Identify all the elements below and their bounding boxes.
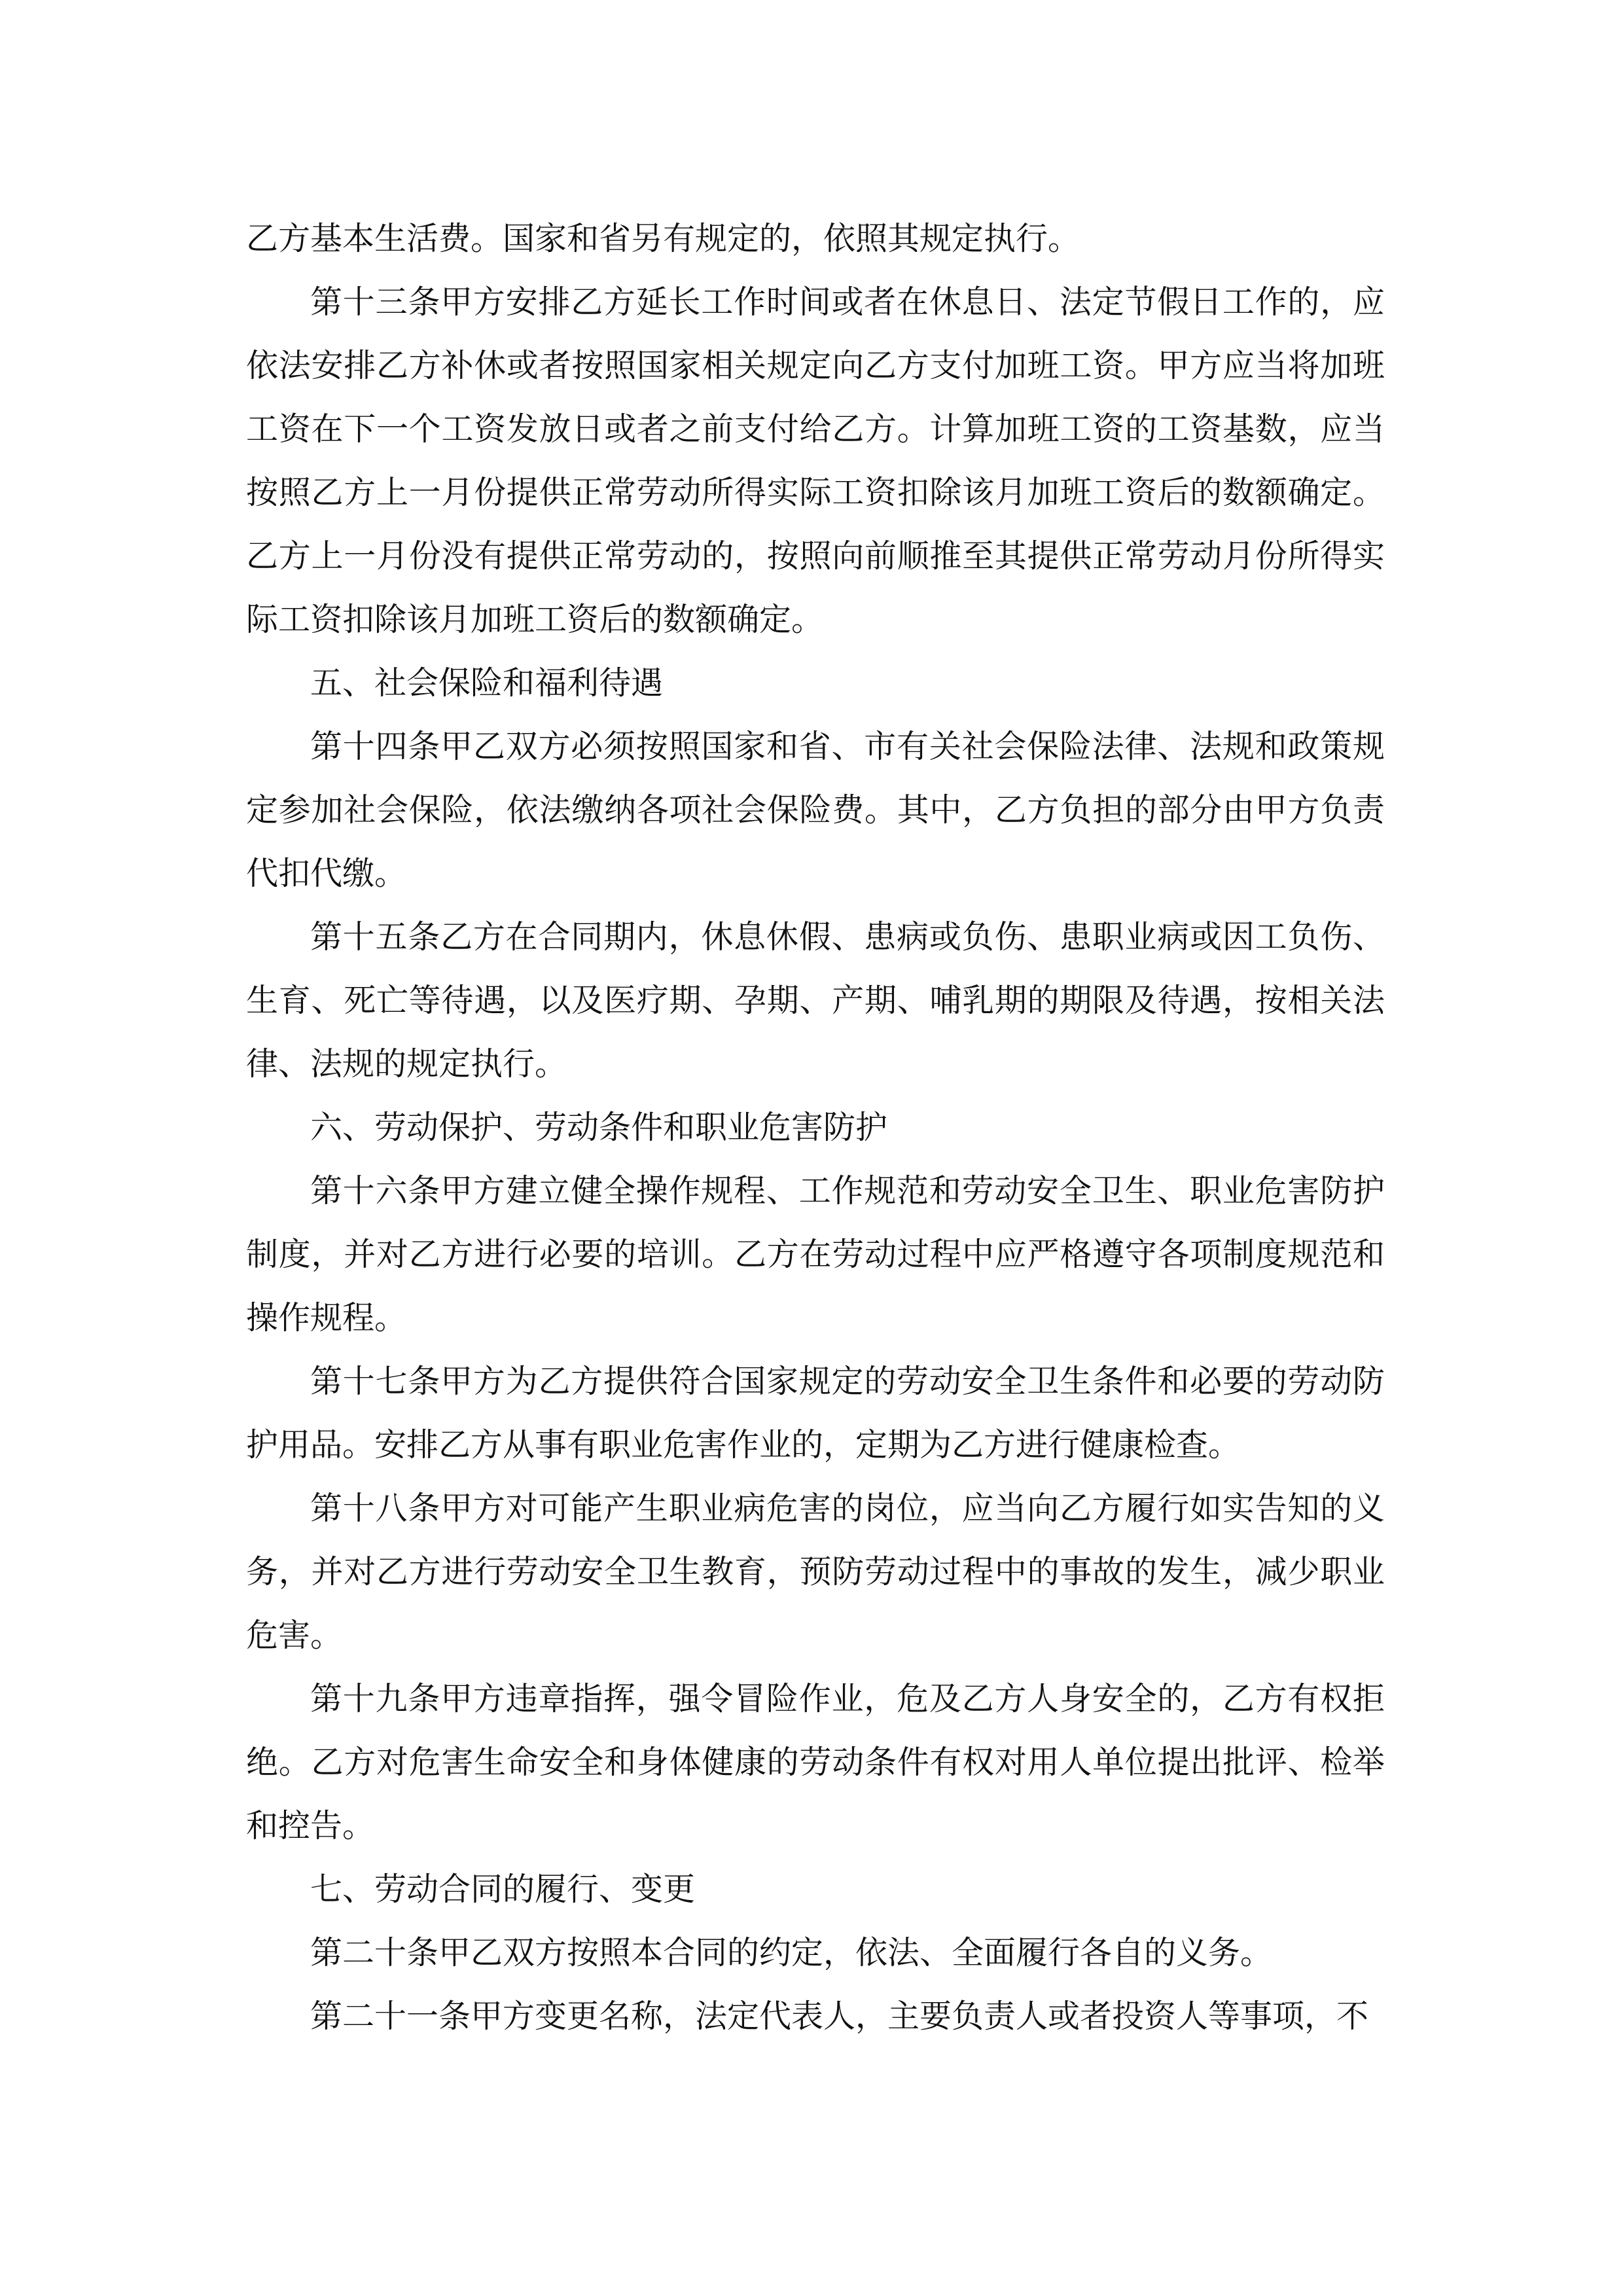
article-16-paragraph: 第十六条甲方建立健全操作规程、工作规范和劳动安全卫生、职业危害防护制度，并对乙方进行必要的培训。乙方在劳动过程中应严格遵守各项制度规范和操作规程。 bbox=[246, 1172, 1385, 1336]
section-5-heading: 五、社会保险和福利待遇 bbox=[310, 664, 664, 702]
document-body bbox=[246, 207, 1385, 2048]
article-13-paragraph: 第十三条甲方安排乙方延长工作时间或者在休息日、法定节假日工作的，应依法安排乙方补休或者按照国家相关规定向乙方支付加班工资。甲方应当将加班工资在下一个工资发放日或者之前支付给乙方。计算加班工资的工资基数，应当按照乙方上一月份提供正常劳动所得实际工资扣除该月加班工资后的数额确定。乙方上一月份没有提供正常劳动的，按照向前顺推至其提供正常劳动月份所得实际工资扣除该月加班工资后的数额确定。 bbox=[246, 283, 1385, 638]
section-7-heading: 七、劳动合同的履行、变更 bbox=[310, 1871, 696, 1908]
article-21-paragraph: 第二十一条甲方变更名称，法定代表人，主要负责人或者投资人等事项，不 bbox=[310, 1998, 1369, 2035]
article-14-paragraph: 第十四条甲乙双方必须按照国家和省、市有关社会保险法律、法规和政策规定参加社会保险，依法缴纳各项社会保险费。其中，乙方负担的部分由甲方负责代扣代缴。 bbox=[246, 728, 1385, 892]
article-19-paragraph: 第十九条甲方违章指挥，强令冒险作业，危及乙方人身安全的，乙方有权拒绝。乙方对危害生命安全和身体健康的劳动条件有权对用人单位提出批评、检举和控告。 bbox=[246, 1680, 1385, 1844]
paragraph-continuation: 乙方基本生活费。国家和省另有规定的，依照其规定执行。 bbox=[246, 220, 1080, 257]
article-18-paragraph: 第十八条甲方对可能产生职业病危害的岗位，应当向乙方履行如实告知的义务，并对乙方进行劳动安全卫生教育，预防劳动过程中的事故的发生，减少职业危害。 bbox=[246, 1490, 1385, 1654]
article-20-paragraph: 第二十条甲乙双方按照本合同的约定，依法、全面履行各自的义务。 bbox=[310, 1934, 1273, 1971]
article-17-paragraph: 第十七条甲方为乙方提供符合国家规定的劳动安全卫生条件和必要的劳动防护用品。安排乙方从事有职业危害作业的，定期为乙方进行健康检查。 bbox=[246, 1363, 1385, 1463]
section-6-heading: 六、劳动保护、劳动条件和职业危害防护 bbox=[310, 1109, 888, 1146]
article-15-paragraph: 第十五条乙方在合同期内，休息休假、患病或负伤、患职业病或因工负伤、生育、死亡等待遇，以及医疗期、孕期、产期、哺乳期的期限及待遇，按相关法律、法规的规定执行。 bbox=[246, 918, 1385, 1083]
